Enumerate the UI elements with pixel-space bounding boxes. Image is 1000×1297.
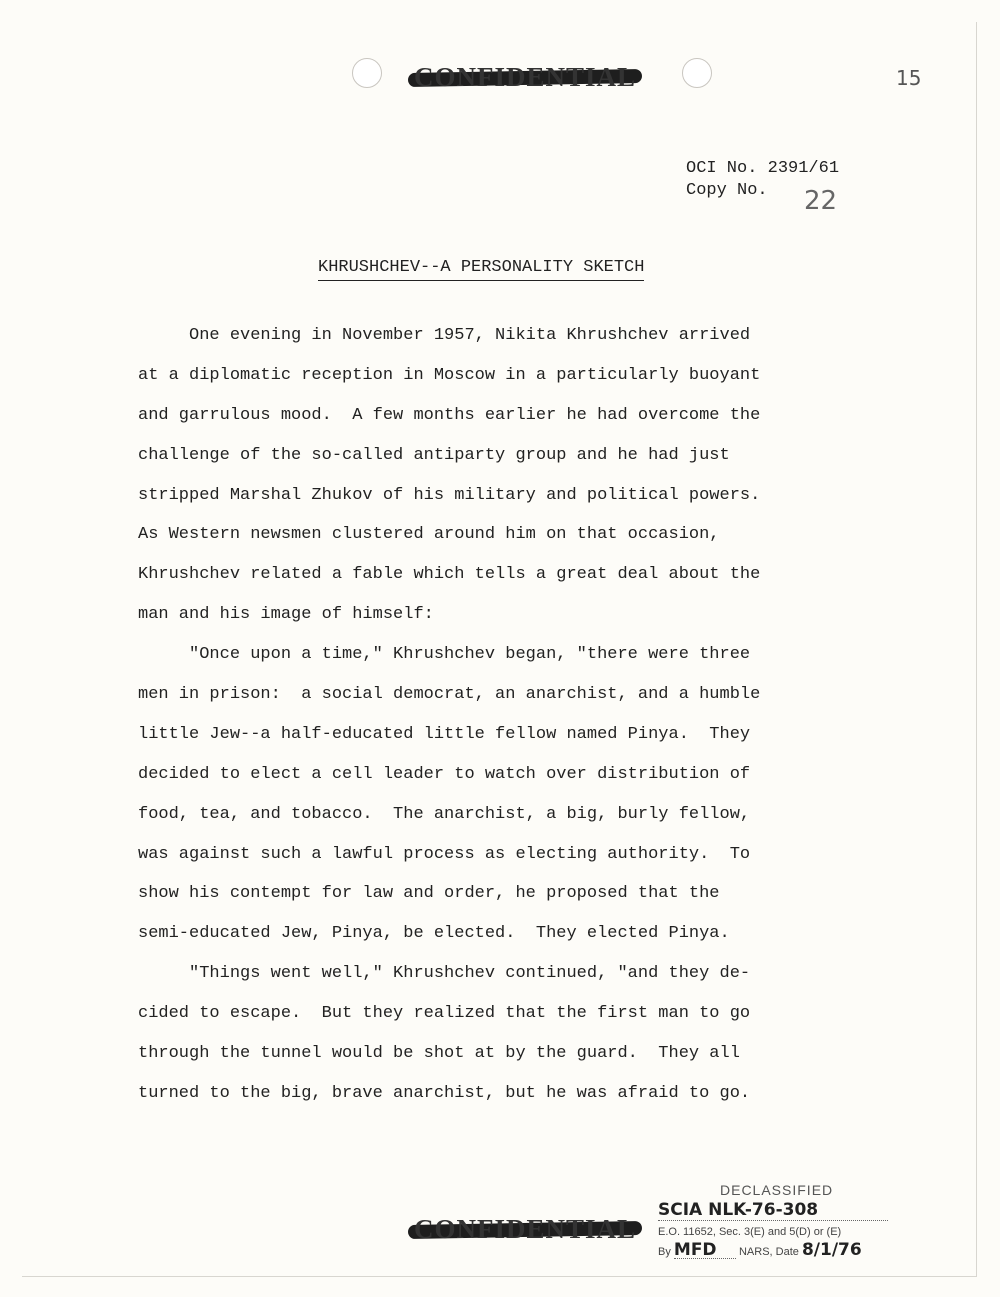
confidential-stamp-bottom-text: CONFIDENTIAL [414, 1214, 637, 1244]
document-title: KHRUSHCHEV--A PERSONALITY SKETCH [318, 258, 644, 281]
body-line: Khrushchev related a fable which tells a great deal about the [138, 565, 761, 585]
confidential-stamp-top [414, 62, 636, 93]
body-line: As Western newsmen clustered around him on that occasion, [138, 525, 720, 545]
body-line: was against such a lawful process as electing authority. To [138, 844, 751, 864]
declassification-stamp [658, 1182, 888, 1260]
body-line: man and his image of himself: [138, 605, 434, 625]
copy-label: Copy No. [686, 181, 768, 200]
punch-hole-right [682, 58, 712, 88]
confidential-stamp-bottom [414, 1214, 636, 1245]
body-line: men in prison: a social democrat, an anarchist, and a humble [138, 685, 761, 705]
confidential-stamp-top-text: CONFIDENTIAL [414, 62, 637, 92]
body-line: One evening in November 1957, Nikita Khrushchev arrived [138, 326, 751, 345]
body-line: challenge of the so-called antiparty group and he had just [138, 445, 730, 465]
handwritten-page-number: 15 [896, 66, 922, 90]
by-line [658, 1242, 888, 1260]
eo-line: E.O. 11652, Sec. 3(E) and 5(D) or (E) [658, 1226, 842, 1238]
body-line: little Jew--a half-educated little fellow named Pinya. They [138, 724, 751, 744]
body-line: through the tunnel would be shot at by the guard. They all [138, 1044, 740, 1064]
by-value: MFD [674, 1242, 736, 1259]
nars-label: NARS, Date [738, 1246, 799, 1258]
body-line: cided to escape. But they realized that the first man to go [138, 1004, 751, 1024]
declassified-date: 8/1/76 [801, 1240, 862, 1260]
body-line: and garrulous mood. A few months earlier he had overcome the [138, 405, 761, 425]
body-line: decided to elect a cell leader to watch over distribution of [138, 764, 751, 784]
body-line: "Once upon a time," Khrushchev began, "there were three [138, 645, 751, 665]
oci-number: OCI No. 2391/61 [686, 159, 840, 178]
body-line: turned to the big, brave anarchist, but he was afraid to go. [138, 1083, 751, 1103]
body-line: "Things went well," Khrushchev continued, "and they de- [138, 964, 751, 984]
punch-hole-left [352, 58, 382, 88]
body-line: semi-educated Jew, Pinya, be elected. They elected Pinya. [138, 924, 730, 944]
declassified-heading: DECLASSIFIED [720, 1182, 834, 1198]
by-label: By [658, 1246, 671, 1258]
body-line: show his contempt for law and order, he proposed that the [138, 884, 720, 904]
body-text [138, 316, 883, 1114]
body-line: at a diplomatic reception in Moscow in a particularly buoyant [138, 365, 761, 385]
declassified-reference: SCIA NLK-76-308 [658, 1200, 888, 1221]
copy-number: 22 [804, 186, 838, 216]
body-line: stripped Marshal Zhukov of his military and political powers. [138, 485, 761, 505]
body-line: food, tea, and tobacco. The anarchist, a big, burly fellow, [138, 804, 751, 824]
